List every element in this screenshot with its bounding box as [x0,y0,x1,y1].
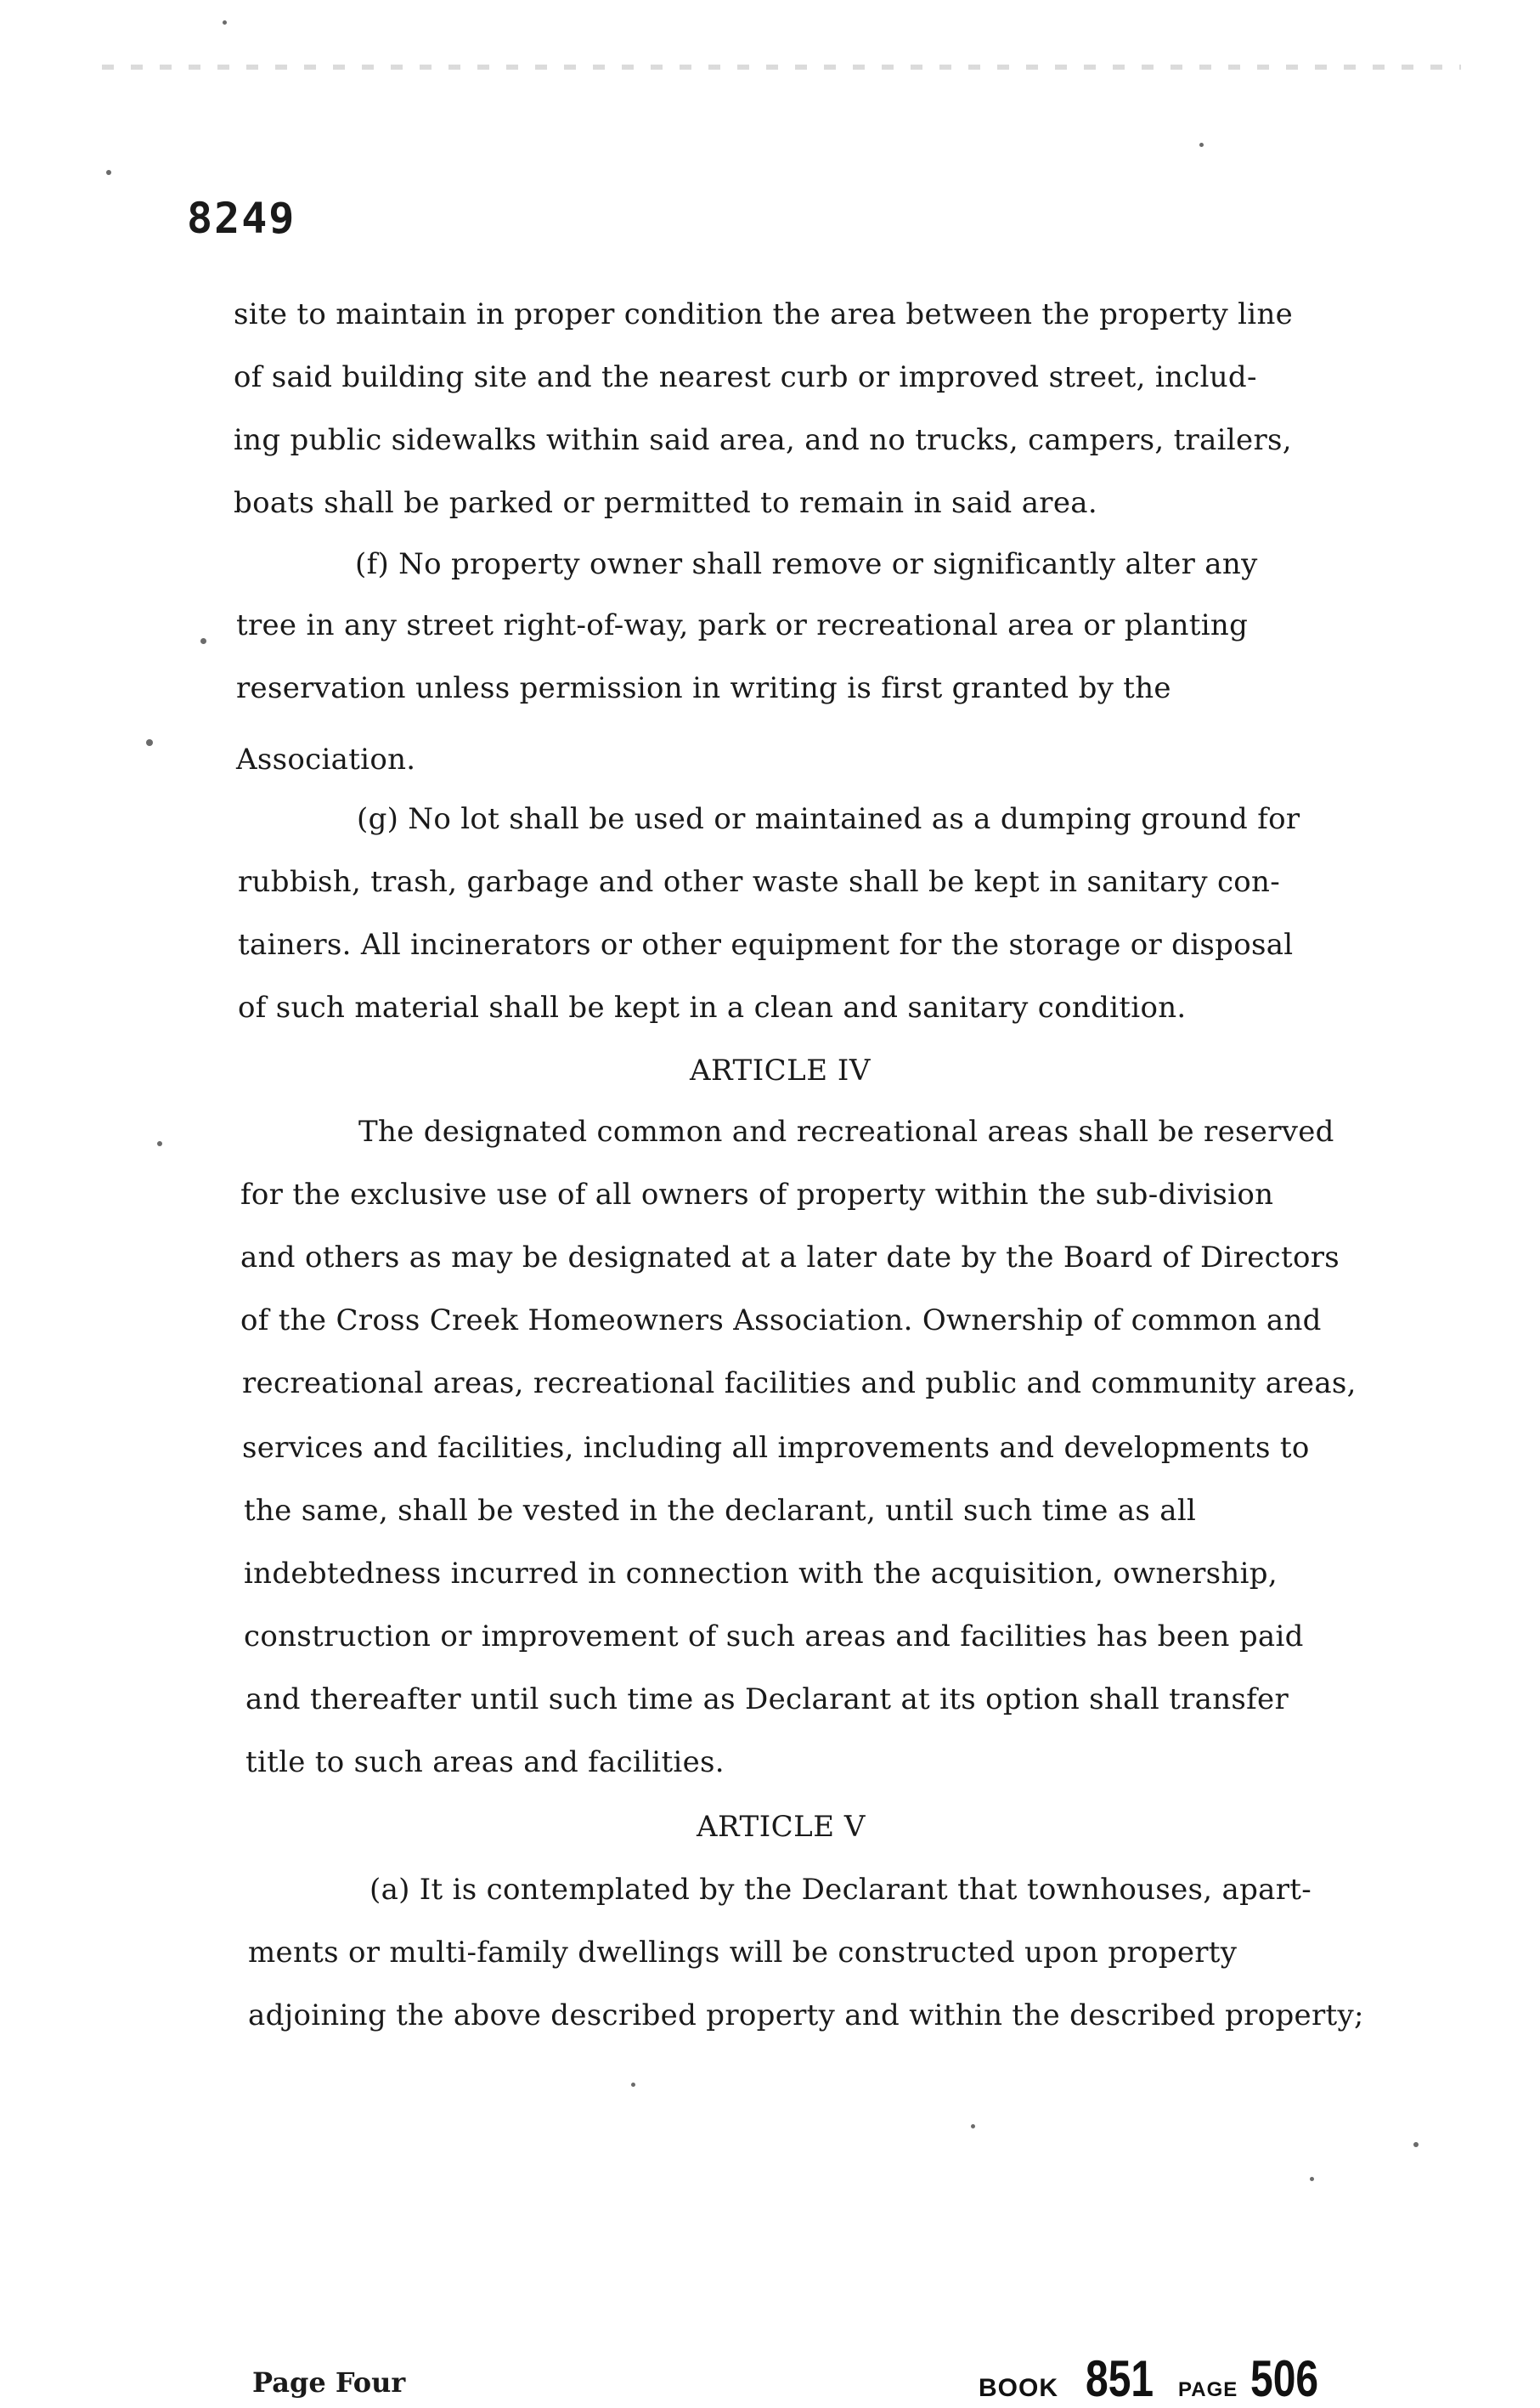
body-line: for the exclusive use of all owners of property within the sub-division [240,1178,1274,1212]
document-number: 8249 [187,194,296,243]
body-line: and thereafter until such time as Declarant at its option shall transfer [245,1682,1289,1716]
scan-speck [1310,2177,1314,2181]
body-line: (f) No property owner shall remove or significantly alter any [355,547,1258,581]
scan-speck [157,1141,162,1146]
body-line: indebtedness incurred in connection with the acquisition, ownership, [244,1557,1278,1591]
body-line: ing public sidewalks within said area, and no trucks, campers, trailers, [234,423,1292,457]
page-label: Page Four [252,2366,406,2399]
body-line: recreational areas, recreational facilities and public and community areas, [242,1366,1357,1400]
body-line: of said building site and the nearest curb or improved street, includ- [234,360,1257,394]
body-line: tree in any street right-of-way, park or recreational area or planting [236,608,1249,642]
body-line: of the Cross Creek Homeowners Association. Ownership of common and [240,1303,1322,1337]
body-line: reservation unless permission in writing is first granted by the [236,671,1171,705]
scan-speck [1413,2142,1419,2147]
scan-speck [631,2083,635,2087]
scan-speck [106,170,111,175]
article-heading: ARTICLE V [697,1810,866,1844]
article-heading: ARTICLE IV [690,1054,871,1088]
body-line: tainers. All incinerators or other equipment for the storage or disposal [238,928,1294,962]
book-number: 851 [1086,2350,1154,2407]
body-line: rubbish, trash, garbage and other waste shall be kept in sanitary con- [238,865,1281,899]
body-line: site to maintain in proper condition the area between the property line [234,297,1294,331]
body-line: ments or multi-family dwellings will be constructed upon property [248,1936,1238,1970]
body-line: title to such areas and facilities. [245,1745,725,1779]
scan-artifact-top [102,65,1461,70]
body-line: the same, shall be vested in the declarant, until such time as all [244,1494,1197,1528]
body-line: Association. [236,743,416,777]
scan-speck [146,739,153,746]
body-line: and others as may be designated at a later date by the Board of Directors [240,1241,1340,1275]
body-line: of such material shall be kept in a clean and sanitary condition. [238,991,1187,1025]
body-line: adjoining the above described property and within the described property; [248,1998,1364,2032]
scan-speck [971,2124,975,2128]
body-line: construction or improvement of such areas and facilities has been paid [244,1619,1304,1653]
scan-speck [223,20,227,25]
scan-speck [200,638,206,644]
book-label: BOOK [979,2374,1058,2402]
book-page-stamp [979,2349,1327,2408]
scan-speck [1199,143,1204,147]
body-line: services and facilities, including all improvements and developments to [242,1431,1310,1465]
body-line: (g) No lot shall be used or maintained as a dumping ground for [357,802,1300,836]
page-prefix: PAGE [1178,2378,1238,2401]
body-line: (a) It is contemplated by the Declarant that townhouses, apart- [369,1873,1312,1907]
body-line: The designated common and recreational areas shall be reserved [358,1115,1334,1149]
page-number: 506 [1249,2350,1318,2407]
body-line: boats shall be parked or permitted to remain in said area. [234,486,1097,520]
